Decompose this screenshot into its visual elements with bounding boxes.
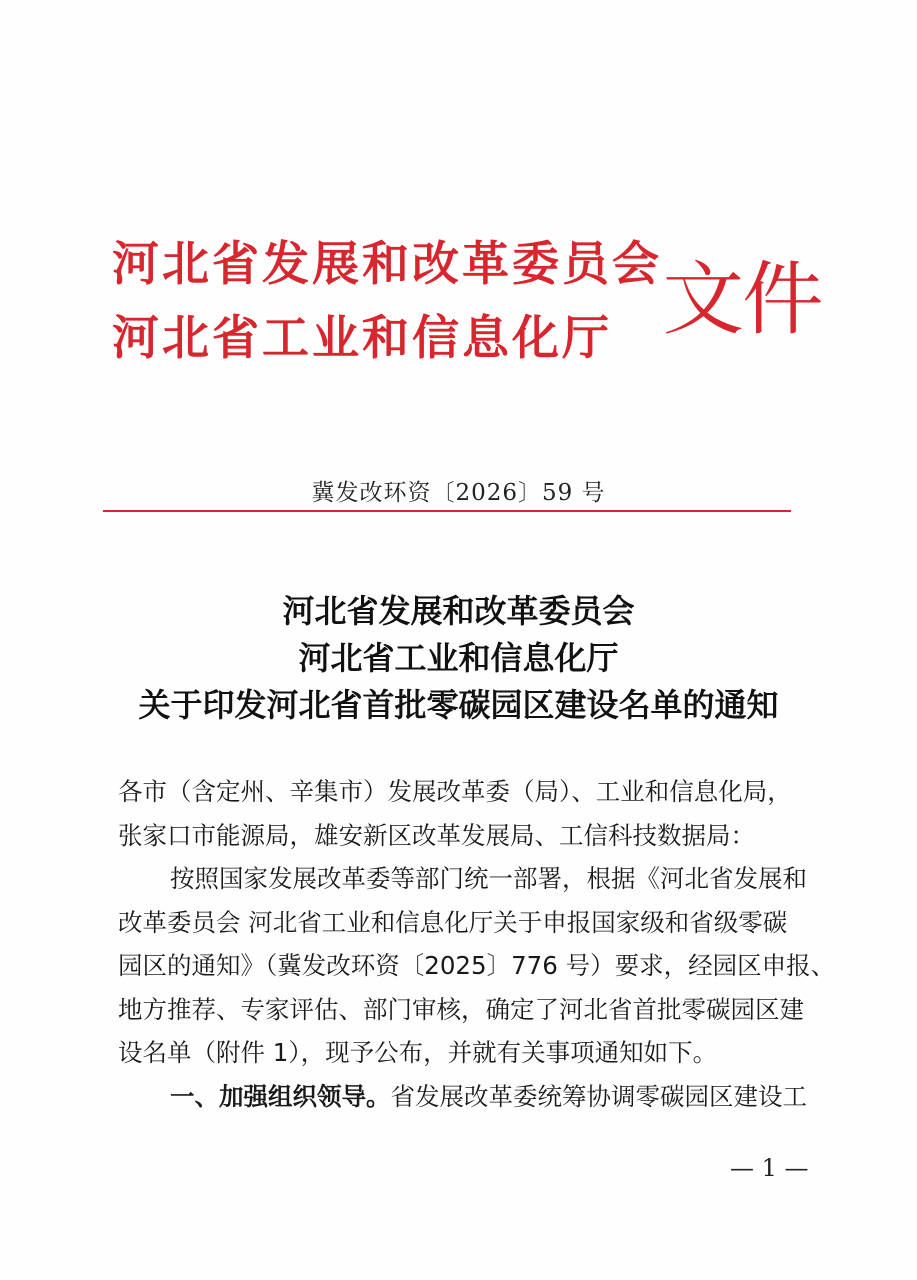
issuer-line-2: 河北省工业和信息化厅 bbox=[112, 311, 612, 366]
section-text: 省发展改革委统筹协调零碳园区建设工 bbox=[390, 1081, 807, 1111]
page-number: — 1 — bbox=[730, 1154, 809, 1182]
document-mark: 文件 bbox=[662, 253, 822, 346]
paragraph-line-5: 设名单（附件 1），现予公布，并就有关事项通知如下。 bbox=[118, 1038, 718, 1067]
document-body bbox=[118, 770, 836, 1118]
document-number: 冀发改环资〔2026〕59 号 bbox=[311, 480, 606, 506]
red-separator-line bbox=[103, 510, 791, 512]
issuer-line-1: 河北省发展和改革委员会 bbox=[112, 237, 662, 292]
issuer-block bbox=[112, 228, 662, 376]
title-line-3: 关于印发河北省首批零碳园区建设名单的通知 bbox=[138, 686, 779, 724]
title-line-1: 河北省发展和改革委员会 bbox=[282, 592, 635, 630]
document-title bbox=[0, 588, 917, 729]
title-line-2: 河北省工业和信息化厅 bbox=[298, 639, 619, 677]
addressee-line-2: 张家口市能源局，雄安新区改革发展局、工信科技数据局： bbox=[118, 820, 755, 850]
section-line bbox=[132, 1075, 832, 1119]
paragraph-line-3: 园区的通知》（冀发改环资〔2025〕776 号）要求，经园区申报、 bbox=[118, 951, 836, 980]
paragraph-line-2: 改革委员会 河北省工业和信息化厅关于申报国家级和省级零碳 bbox=[118, 907, 788, 937]
addressee-line-1: 各市（含定州、辛集市）发展改革委（局）、工业和信息化局， bbox=[118, 777, 792, 806]
paragraph-line-1: 按照国家发展改革委等部门统一部署，根据《河北省发展和 bbox=[170, 864, 807, 893]
section-heading: 一、加强组织领导。 bbox=[170, 1081, 391, 1111]
paragraph-line-4: 地方推荐、专家评估、部门审核，确定了河北省首批零碳园区建 bbox=[118, 994, 804, 1024]
